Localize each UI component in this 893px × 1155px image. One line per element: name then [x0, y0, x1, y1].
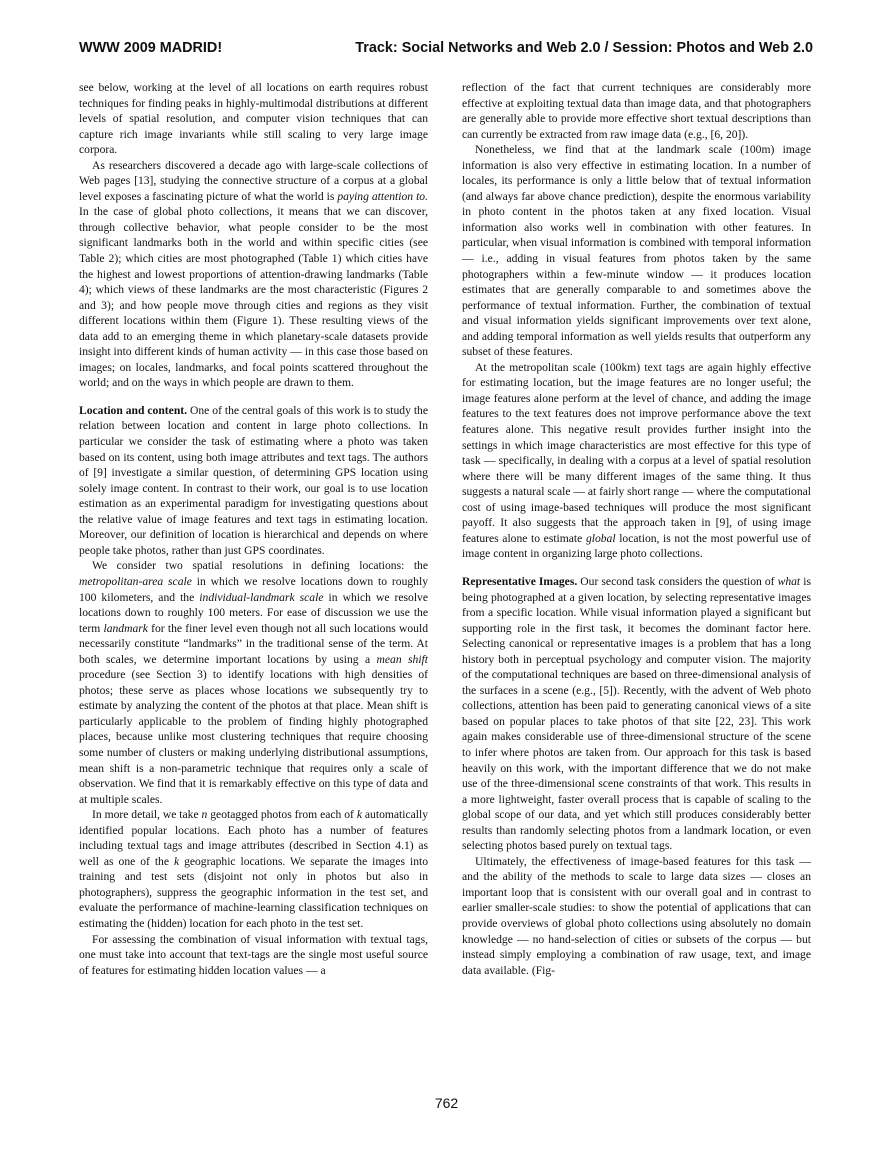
- paragraph: For assessing the combination of visual information with textual tags, one must take into account that text-tags are the single most useful source of features for estimating hidden location values — a: [79, 932, 428, 977]
- paragraph: As researchers discovered a decade ago with large-scale collections of Web pages [13], studying the connective structure of a corpus at a global level exposes a fascinating picture of what the world is paying attention to. In the case of global photo collections, it means that we can discover, through collective behavior, what people consider to be the most significant landmarks both in the world and within specific cities (see Table 2); which cities are most photographed (Table 1) which cities have the highest and lowest proportions of attention-drawing landmarks (Table 4); which views of these landmarks are the most characteristic (Figures 2 and 3); and how people move through cities and regions as they visit different locations within them (Figure 1). These resulting views of the data add to an emerging theme in which planetary-scale datasets provide insight into different kinds of human activity — in this case those based on images; on locales, landmarks, and focal points scattered throughout the world; and on the ways in which people are drawn to them.: [79, 158, 428, 390]
- section-representative-images: Representative Images. Our second task considers the question of what is being photographed at a given location, by selecting representative images from a specific location. While visual information played a significant but supporting role in the first task, it becomes the dominant factor here. Selecting canonical or representative images is a problem that has a long history both in perceptual psychology and computer vision. The majority of the computational techniques are based on three-dimensional analysis of the surfaces in a scene (e.g., [5]). Recently, with the advent of Web photo collections, attention has been paid to generating canonical views of a site based on popular places to take photos of that site [22, 23]. This work again makes considerable use of three-dimensional structure of the scene to infer where photos are taken from. Our approach for this task is based heavily on this work, with the important difference that we do not make use of the three-dimensional scene constraints of that work. This results in a more lightweight, faster overall process that is capable of scaling to the global scope of our data, and yet which still produces considerably better results than randomly selecting photos from a landmark location, or even selecting photos based purely on textual tags.: [462, 574, 811, 853]
- paragraph: At the metropolitan scale (100km) text tags are again highly effective for estimating location, but the image features are no longer useful; the image features alone perform at the level of chance, and adding the image features to the text features does not improve performance above the text features alone. This negative result provides further insight into the settings in which image characteristics are most effective for this type of task — specifically, in dealing with a corpus at a level of spatial resolution where there will be many different images of the same thing. It thus suggests a natural scale — at fairly short range — where the computational cost of using image-based techniques will produce the most significant payoff. It also suggests that the approach taken in [9], of using image features alone to estimate global location, is not the most powerful use of image content in organizing large photo collections.: [462, 360, 812, 561]
- paragraph: reflection of the fact that current techniques are considerably more effective at exploiting textual data than image data, and that photographers are generally able to provide more effective short textual descriptions than can currently be extracted from raw image data (e.g., [6, 20]).: [462, 81, 811, 141]
- run-in-heading: Representative Images.: [462, 574, 578, 588]
- page-number: 762: [434, 1095, 459, 1111]
- paragraph: We consider two spatial resolutions in defining locations: the metropolitan-area scale in which we resolve locations down to roughly 100 kilometers, and the individual-landmark scale in which we resolve locations down to roughly 100 meters. For ease of discussion we use the term landmark for the finer level even though not all such locations would necessarily constitute “landmarks” in the traditional sense of the term. At both scales, we determine important locations by using a mean shift procedure (see Section 3) to identify locations with high densities of photos; these serve as places whose locations we subsequently try to estimate by analyzing the content of the photos at that place. Mean shift is particularly applicable to the problem of finding highly photographed places, because unlike most clustering techniques that require choosing some number of clusters or making underlying distributional assumptions, mean shift is a non-parametric technique that requires only a scale of observation. We find that it is remarkably effective on this type of data and at multiple scales.: [79, 559, 429, 806]
- run-in-heading: Location and content.: [79, 403, 188, 417]
- left-column: [79, 80, 428, 978]
- paragraph: In more detail, we take n geotagged photos from each of k automatically identified popular locations. Each photo has a number of features including textual tags and image attributes (described in Section 4.1) as well as one of the k geographic locations. We separate the images into training and test sets (disjoint not only in photos but also in photographers), suppress the geographic information in the test set, and evaluate the performance of machine-learning classification techniques on estimating the (hidden) location for each photo in the test set.: [79, 808, 429, 930]
- right-column: [462, 80, 811, 978]
- track-session: Track: Social Networks and Web 2.0 / Session: Photos and Web 2.0: [355, 40, 813, 56]
- paragraph: see below, working at the level of all locations on earth requires robust techniques for finding peaks in highly-multimodal distributions at different levels of spatial resolution, and computer vision techniques that can capture rich image invariants while still scaling to very large image corpora.: [79, 81, 428, 157]
- paragraph: Nonetheless, we find that at the landmark scale (100m) image information is also very effective in estimating location. In a number of locales, its performance is only a little below that of textual information (and always far above chance prediction), despite the enormous variability in photo content in the photos taken at any fixed location. Visual information also works well in combination with other features. In particular, when visual information is combined with temporal information — i.e., adding in visual features from photos taken by the same photographers within a few-minute window — it produces location estimates that are generally comparable to and sometimes above the performance of textual information. Further, the combination of textual and visual information yields significant improvements over text alone, and adding temporal information as well yields results that outperform any subset of these features.: [462, 143, 811, 359]
- conference-name: WWW 2009 MADRID!: [79, 40, 223, 56]
- running-header: [79, 40, 813, 62]
- section-location-and-content: Location and content. One of the central goals of this work is to study the relation between location and content in large photo collections. In particular we consider the task of estimating where a photo was taken based on its content, using both image attributes and text tags. The authors of [9] investigate a similar question, of determining GPS location using solely image content. In contrast to their work, our goal is to use location estimation as an experimental paradigm for investigating questions about the relative value of image features and text tags in estimating location. Moreover, our definition of location is hierarchical and depends on where people take photos, rather than just GPS coordinates.: [79, 403, 428, 557]
- paragraph: Ultimately, the effectiveness of image-based features for this task — and the ability of the methods to scale to large data sizes — closes an important loop that is consistent with our overall goal and in contrast to earlier smaller-scale studies: to show the potential of applications that can provide overviews of global photo collections using absolutely no domain knowledge — no hand-selection of cities or subsets of the corpus — but instead simply employing a combination of raw usage, text, and image data available. (Fig-: [462, 854, 811, 977]
